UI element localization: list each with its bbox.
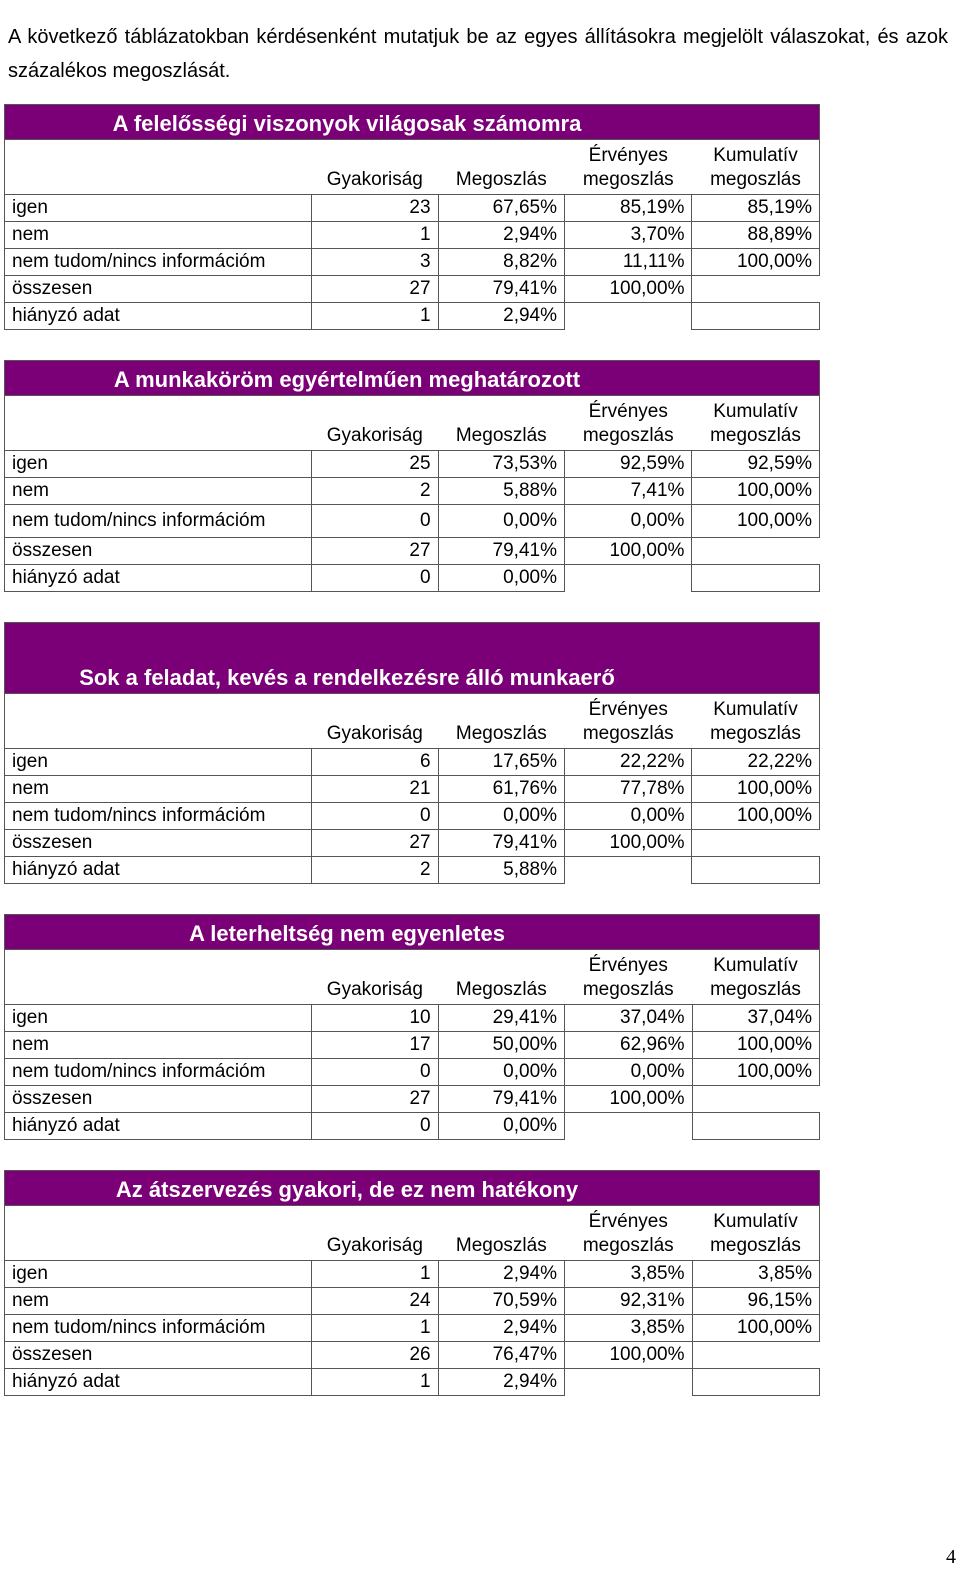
frequency-cell: 0 [312,803,438,830]
table-row [5,1288,820,1315]
header-valid-distribution [565,140,692,195]
table-row [5,303,820,330]
frequency-cell: 0 [312,1113,438,1140]
cumulative-distribution-cell: 100,00% [692,505,820,538]
cumulative-distribution-cell: 100,00% [692,776,820,803]
valid-distribution-cell: 0,00% [565,1059,692,1086]
row-label: összesen [5,830,312,857]
header-blank [5,694,312,749]
frequency-table [4,1170,820,1396]
cumulative-distribution-cell [692,538,820,565]
header-valid-distribution-text: megoszlás [582,169,674,190]
frequency-cell: 17 [312,1032,438,1059]
header-cumulative-distribution-text: Kumulatív [713,699,798,720]
header-cumulative-distribution-text: Kumulatív [713,145,798,166]
header-valid-distribution-text: megoszlás [582,979,674,1000]
table-row [5,505,820,538]
cumulative-distribution-cell: 92,59% [692,451,820,478]
header-distribution [438,140,564,195]
valid-distribution-cell: 0,00% [565,803,692,830]
cumulative-distribution-cell [692,1086,820,1113]
cumulative-distribution-cell: 88,89% [692,222,820,249]
cumulative-distribution-cell: 85,19% [692,195,820,222]
table-row [5,776,820,803]
distribution-cell: 70,59% [438,1288,564,1315]
table-title: A leterheltség nem egyenletes [189,921,505,946]
frequency-cell: 2 [312,857,438,884]
distribution-cell: 73,53% [438,451,564,478]
valid-distribution-cell: 100,00% [565,538,692,565]
header-valid-distribution-text: Érvényes [588,699,668,720]
table-row [5,749,820,776]
header-valid-distribution [565,694,692,749]
distribution-cell: 79,41% [438,1086,564,1113]
distribution-cell: 5,88% [438,478,564,505]
table-row [5,565,820,592]
distribution-cell: 2,94% [438,1261,564,1288]
frequency-table [4,360,820,592]
frequency-table [4,622,820,884]
table-title: Sok a feladat, kevés a rendelkezésre álló munkaerő [79,665,615,690]
cumulative-distribution-cell: 37,04% [692,1005,820,1032]
header-cumulative-distribution-text: megoszlás [710,169,801,190]
cumulative-distribution-cell [692,830,820,857]
row-label: igen [5,1261,312,1288]
valid-distribution-cell: 100,00% [565,830,692,857]
table-row [5,478,820,505]
distribution-cell: 76,47% [438,1342,564,1369]
valid-distribution-cell: 3,70% [565,222,692,249]
distribution-cell: 17,65% [438,749,564,776]
cumulative-distribution-cell: 100,00% [692,478,820,505]
distribution-cell: 0,00% [438,1059,564,1086]
distribution-cell: 0,00% [438,565,564,592]
header-cumulative-distribution-text: megoszlás [710,979,801,1000]
header-distribution-text: Megoszlás [455,979,547,1000]
frequency-cell: 24 [312,1288,438,1315]
header-blank [5,396,312,451]
cumulative-distribution-cell [692,1113,820,1140]
cumulative-distribution-cell [692,857,820,884]
header-valid-distribution-text: Érvényes [588,145,668,166]
frequency-cell: 10 [312,1005,438,1032]
table-row [5,1342,820,1369]
distribution-cell: 8,82% [438,249,564,276]
header-distribution [438,396,564,451]
distribution-cell: 61,76% [438,776,564,803]
table-title: Az átszervezés gyakori, de ez nem hatékony [115,1177,579,1202]
table-row [5,803,820,830]
header-cumulative-distribution-text: megoszlás [710,723,801,744]
header-frequency-text: Gyakoriság [326,723,423,744]
valid-distribution-cell [565,1369,692,1396]
table-row [5,1086,820,1113]
header-distribution-text: Megoszlás [455,169,547,190]
table-row [5,1315,820,1342]
header-frequency-text: Gyakoriság [326,1235,423,1256]
frequency-cell: 1 [312,1315,438,1342]
header-frequency-text: Gyakoriság [326,169,423,190]
header-valid-distribution-text: Érvényes [588,401,668,422]
valid-distribution-cell: 100,00% [565,276,692,303]
header-cumulative-distribution-text: megoszlás [710,425,801,446]
table-row [5,1261,820,1288]
row-label: igen [5,749,312,776]
header-cumulative-distribution-text: Kumulatív [713,955,798,976]
valid-distribution-cell: 100,00% [565,1342,692,1369]
header-distribution-text: Megoszlás [455,425,547,446]
frequency-cell: 21 [312,776,438,803]
header-cumulative-distribution-text: Kumulatív [713,1211,798,1232]
cumulative-distribution-cell: 100,00% [692,803,820,830]
header-frequency [312,1206,438,1261]
valid-distribution-cell: 85,19% [565,195,692,222]
table-row [5,857,820,884]
valid-distribution-cell: 92,59% [565,451,692,478]
page-number: 4 [946,1546,956,1568]
table-title-cell [5,105,820,140]
header-cumulative-distribution [692,694,820,749]
intro-paragraph: A következő táblázatokban kérdésenként mutatjuk be az egyes állításokra megjelölt válaszokat, és azok százalékos megoszlását. [8,26,948,82]
header-valid-distribution-text: megoszlás [582,425,674,446]
distribution-cell: 79,41% [438,830,564,857]
cumulative-distribution-cell [692,276,820,303]
row-label: hiányzó adat [5,1113,312,1140]
row-label: hiányzó adat [5,303,312,330]
row-label: igen [5,451,312,478]
cumulative-distribution-cell: 100,00% [692,249,820,276]
frequency-cell: 27 [312,276,438,303]
valid-distribution-cell: 11,11% [565,249,692,276]
cumulative-distribution-cell: 100,00% [692,1032,820,1059]
valid-distribution-cell: 3,85% [565,1261,692,1288]
row-label: hiányzó adat [5,565,312,592]
header-valid-distribution [565,1206,692,1261]
distribution-cell: 2,94% [438,1315,564,1342]
table-title-cell [5,1171,820,1206]
distribution-cell: 2,94% [438,222,564,249]
valid-distribution-cell [565,857,692,884]
frequency-cell: 1 [312,303,438,330]
frequency-cell: 1 [312,1369,438,1396]
header-valid-distribution [565,396,692,451]
table-title: A felelősségi viszonyok világosak számomra [112,111,582,136]
valid-distribution-cell: 100,00% [565,1086,692,1113]
distribution-cell: 0,00% [438,505,564,538]
table-title-cell [5,915,820,950]
row-label: nem tudom/nincs információm [5,505,312,538]
cumulative-distribution-cell [692,1342,820,1369]
frequency-cell: 2 [312,478,438,505]
row-label: nem [5,1288,312,1315]
header-distribution-text: Megoszlás [455,723,547,744]
distribution-cell: 50,00% [438,1032,564,1059]
frequency-cell: 27 [312,830,438,857]
distribution-cell: 79,41% [438,538,564,565]
cumulative-distribution-cell: 3,85% [692,1261,820,1288]
frequency-cell: 6 [312,749,438,776]
distribution-cell: 29,41% [438,1005,564,1032]
row-label: hiányzó adat [5,1369,312,1396]
valid-distribution-cell: 22,22% [565,749,692,776]
cumulative-distribution-cell: 22,22% [692,749,820,776]
row-label: igen [5,195,312,222]
header-valid-distribution [565,950,692,1005]
row-label: összesen [5,276,312,303]
row-label: nem [5,222,312,249]
row-label: összesen [5,538,312,565]
frequency-cell: 23 [312,195,438,222]
valid-distribution-cell: 92,31% [565,1288,692,1315]
header-distribution [438,694,564,749]
table-title-cell [5,361,820,396]
distribution-cell: 79,41% [438,276,564,303]
valid-distribution-cell [565,303,692,330]
table-row [5,1059,820,1086]
header-valid-distribution-text: megoszlás [582,723,674,744]
frequency-table [4,914,820,1140]
header-valid-distribution-text: Érvényes [588,955,668,976]
header-frequency [312,140,438,195]
header-distribution [438,1206,564,1261]
valid-distribution-cell: 0,00% [565,505,692,538]
header-blank [5,950,312,1005]
frequency-cell: 0 [312,505,438,538]
header-valid-distribution-text: megoszlás [582,1235,674,1256]
header-blank [5,1206,312,1261]
table-row [5,1032,820,1059]
valid-distribution-cell: 37,04% [565,1005,692,1032]
table-row [5,222,820,249]
table-row [5,451,820,478]
row-label: összesen [5,1086,312,1113]
header-frequency-text: Gyakoriság [326,425,423,446]
header-cumulative-distribution [692,140,820,195]
row-label: összesen [5,1342,312,1369]
valid-distribution-cell: 3,85% [565,1315,692,1342]
frequency-cell: 3 [312,249,438,276]
cumulative-distribution-cell: 100,00% [692,1059,820,1086]
cumulative-distribution-cell [692,303,820,330]
row-label: nem [5,1032,312,1059]
row-label: nem [5,776,312,803]
frequency-cell: 1 [312,222,438,249]
valid-distribution-cell: 7,41% [565,478,692,505]
cumulative-distribution-cell [692,565,820,592]
table-title-cell [5,623,820,694]
row-label: nem tudom/nincs információm [5,249,312,276]
frequency-cell: 27 [312,1086,438,1113]
header-distribution-text: Megoszlás [455,1235,547,1256]
frequency-cell: 26 [312,1342,438,1369]
cumulative-distribution-cell [692,1369,820,1396]
row-label: nem [5,478,312,505]
table-row [5,1369,820,1396]
valid-distribution-cell: 77,78% [565,776,692,803]
valid-distribution-cell: 62,96% [565,1032,692,1059]
header-frequency [312,694,438,749]
frequency-cell: 0 [312,1059,438,1086]
header-frequency [312,396,438,451]
table-row [5,1113,820,1140]
header-cumulative-distribution [692,1206,820,1261]
header-cumulative-distribution [692,950,820,1005]
cumulative-distribution-cell: 100,00% [692,1315,820,1342]
row-label: nem tudom/nincs információm [5,803,312,830]
valid-distribution-cell [565,565,692,592]
header-cumulative-distribution-text: Kumulatív [713,401,798,422]
distribution-cell: 0,00% [438,803,564,830]
row-label: igen [5,1005,312,1032]
distribution-cell: 2,94% [438,303,564,330]
table-row [5,1005,820,1032]
header-cumulative-distribution-text: megoszlás [710,1235,801,1256]
header-frequency [312,950,438,1005]
header-frequency-text: Gyakoriság [326,979,423,1000]
table-row [5,830,820,857]
frequency-cell: 25 [312,451,438,478]
header-cumulative-distribution [692,396,820,451]
cumulative-distribution-cell: 96,15% [692,1288,820,1315]
table-row [5,249,820,276]
row-label: hiányzó adat [5,857,312,884]
header-distribution [438,950,564,1005]
header-blank [5,140,312,195]
table-row [5,276,820,303]
header-valid-distribution-text: Érvényes [588,1211,668,1232]
table-row [5,538,820,565]
row-label: nem tudom/nincs információm [5,1059,312,1086]
distribution-cell: 0,00% [438,1113,564,1140]
distribution-cell: 67,65% [438,195,564,222]
frequency-cell: 27 [312,538,438,565]
table-row [5,195,820,222]
frequency-cell: 1 [312,1261,438,1288]
table-title: A munkaköröm egyértelműen meghatározott [113,367,581,392]
distribution-cell: 5,88% [438,857,564,884]
frequency-table [4,104,820,330]
distribution-cell: 2,94% [438,1369,564,1396]
frequency-cell: 0 [312,565,438,592]
row-label: nem tudom/nincs információm [5,1315,312,1342]
valid-distribution-cell [565,1113,692,1140]
